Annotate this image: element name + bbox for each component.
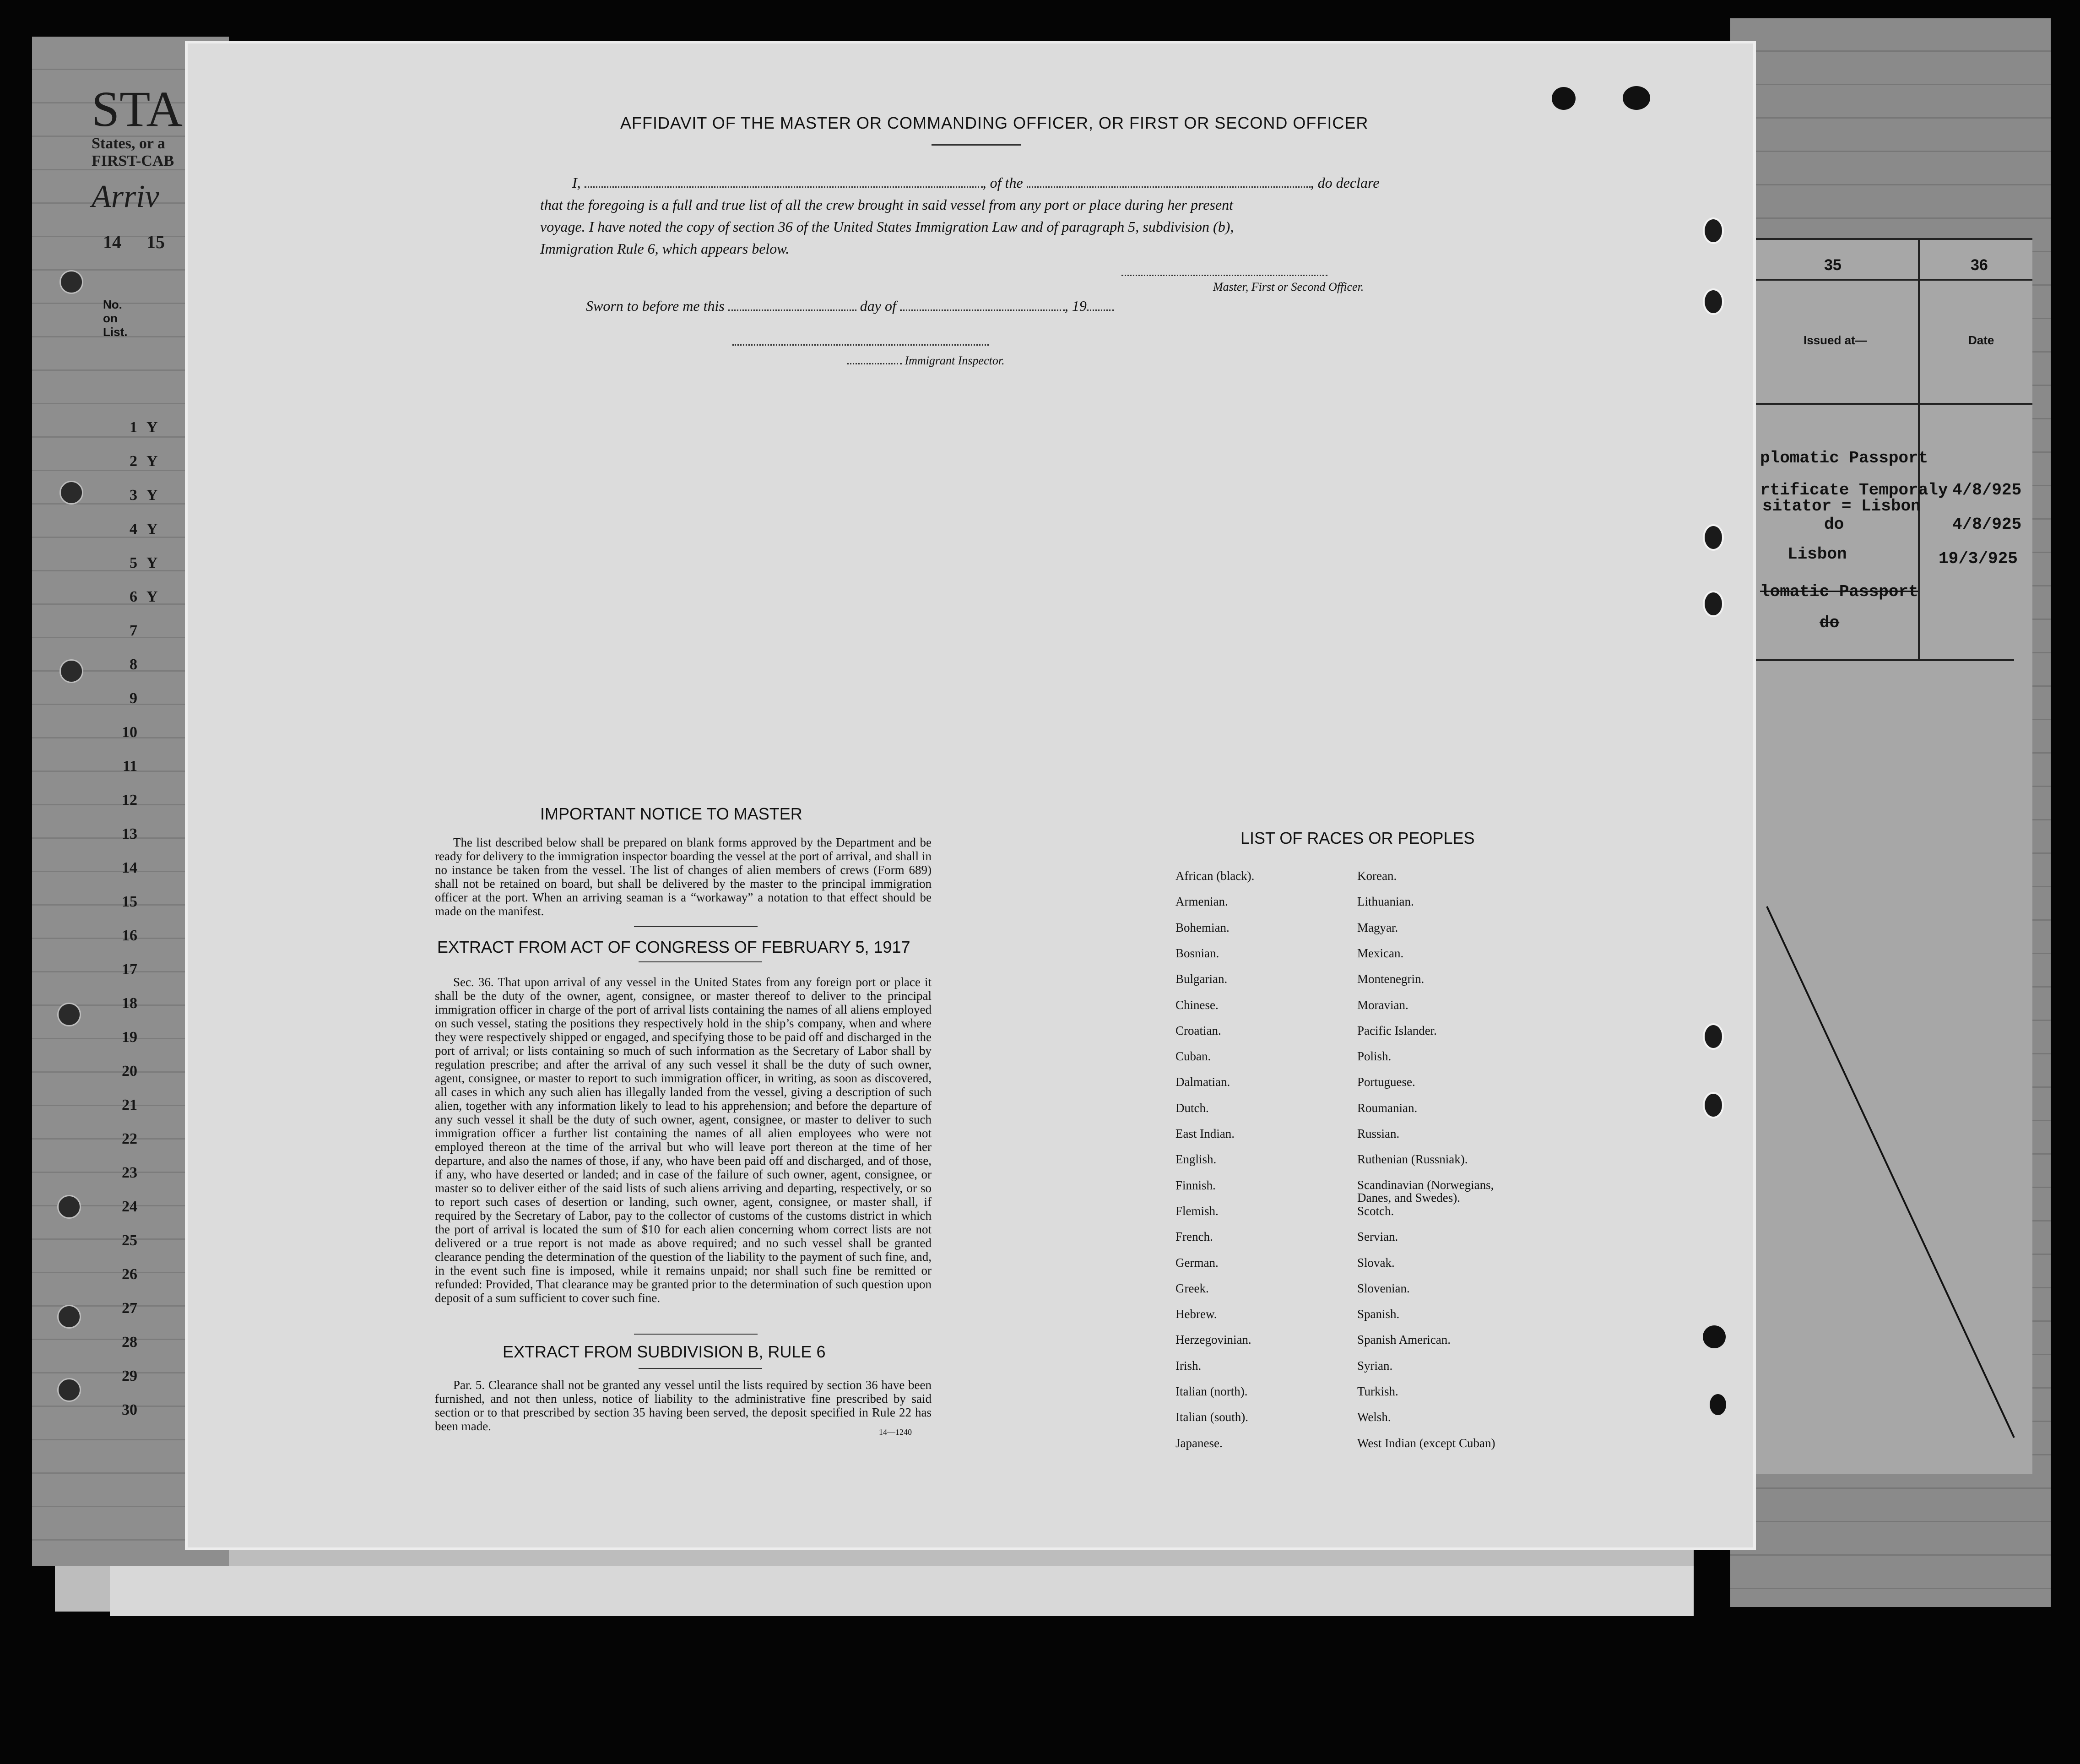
row-number: 7 [130, 622, 137, 639]
issued-entry: rtificate Temporaly [1760, 481, 1948, 499]
binder-hole [60, 270, 83, 294]
left-sheet-subtitle-line: FIRST-CAB [92, 152, 174, 169]
punch-hole [1703, 1325, 1726, 1348]
name-field[interactable] [585, 175, 983, 188]
row-mark: Y [146, 487, 158, 504]
affidavit-page [188, 43, 1753, 1547]
race-item: West Indian (except Cuban) [1357, 1436, 1495, 1450]
race-item: Moravian. [1357, 998, 1408, 1012]
race-item: Dutch. [1175, 1101, 1209, 1115]
row-number: 26 [122, 1266, 137, 1283]
race-item: English. [1175, 1152, 1217, 1167]
row-number: 27 [122, 1300, 137, 1317]
issued-entry: do [1824, 515, 1844, 534]
table-rule [1739, 238, 2032, 240]
binder-hole [57, 1305, 81, 1329]
issued-entry: lomatic Passport [1760, 582, 1918, 601]
left-sheet-subtitle [92, 135, 201, 170]
race-item: Montenegrin. [1357, 972, 1425, 986]
inspector-label [847, 354, 1005, 368]
date-entry: 19/3/925 [1939, 549, 2018, 568]
race-item: Hebrew. [1175, 1307, 1217, 1321]
row-number: 29 [122, 1368, 137, 1384]
punch-hole [1703, 1023, 1724, 1050]
race-item: Syrian. [1357, 1358, 1393, 1373]
date-entry: 4/8/925 [1952, 515, 2022, 534]
row-number: 30 [122, 1401, 137, 1418]
race-item: Scandinavian (Norwegians, Danes, and Swedes). [1357, 1178, 1494, 1205]
column-head: 14 [103, 232, 121, 252]
row-number: 8 [130, 656, 137, 673]
row-number: 9 [130, 690, 137, 707]
race-item: Servian. [1357, 1230, 1398, 1244]
row-mark: Y [146, 453, 158, 470]
race-item: Dalmatian. [1175, 1075, 1230, 1089]
row-number: 5 [130, 554, 137, 571]
inspector-dots [847, 357, 902, 364]
row-number: 24 [122, 1198, 137, 1215]
section-rule [639, 1368, 762, 1369]
race-item: Greek. [1175, 1281, 1209, 1295]
declaration-do-declare: , do declare [1310, 174, 1380, 191]
row-number: 11 [122, 758, 137, 775]
race-item: Mexican. [1357, 946, 1404, 960]
row-mark: Y [146, 588, 158, 605]
race-item: Turkish. [1357, 1384, 1398, 1398]
right-sheet-diagonal-strike [1739, 659, 2032, 1483]
race-item: French. [1175, 1230, 1213, 1244]
notice-heading: IMPORTANT NOTICE TO MASTER [540, 804, 802, 823]
race-item: Magyar. [1357, 920, 1398, 934]
inspector-signature-line[interactable] [732, 344, 989, 346]
vessel-field[interactable] [1027, 175, 1311, 188]
master-signature-line[interactable] [1121, 275, 1327, 276]
row-mark: Y [146, 419, 158, 436]
race-item: Bulgarian. [1175, 972, 1228, 986]
race-item: Japanese. [1175, 1436, 1223, 1450]
extract-act-text: Sec. 36. That upon arrival of any vessel in the United States from any foreign port or place it shall be the duty of the owner, agent, consignee, or master thereof to deliver to the principal immigration officer in charge of the port of arrival lists containing the names of all aliens employed on such vessel, stating the positions they respectively hold in the ship’s company, when and where they were respectively shipped or engaged, and specifying those to be paid off and discharged in the port of arrival; or lists containing so much of such information as the Secretary of Labor shall by regulation prescribe; and after the arrival of any such vessel it shall be the duty of such owner, agent, consignee, or master to report to such immigration officer, in writing, as soon as discovered, all cases in which any such alien has illegally landed from the vessel, giving a description of such alien, together with any information likely to lead to his apprehension; and before the departure of any such vessel it shall be the duty of such owner, agent, consignee, or master to deliver to such immigration officer a further list containing the names of all alien employees who were not employed thereon at the time of the arrival but who will leave port thereon at the time of her departure, and also the names of those, if any, who have been paid off and discharged, and of those, if any, who have deserted or landed; and in case of the failure of such owner, agent, consignee, or master so to deliver either of the said lists of such aliens arriving and departing, respectively, or so to report such cases of desertion or landing, such owner, agent, consignee, or master shall, if required by the Secretary of Labor, pay to the collector of customs of the customs district in which the port of arrival is located the sum of $10 for each alien concerning whom correct lists are not delivered or a true report is not made as above required; and no such vessel shall be granted clearance pending the determination of the question of the liability to the payment of such fine, and, in the event such fine is imposed, while it remains unpaid; nor shall such fine be remitted or refunded: Provided, That clearance may be granted prior to the determination of such question upon deposit of a sum sufficient to cover such fine. [435, 975, 932, 1305]
race-item: Russian. [1357, 1127, 1400, 1140]
declaration-of-the: , of the [982, 174, 1023, 191]
sworn-label: Sworn to before me this [586, 298, 725, 314]
race-item: Armenian. [1175, 895, 1228, 909]
row-number: 13 [122, 825, 137, 842]
row-number: 18 [122, 995, 137, 1012]
race-item: Roumanian. [1357, 1101, 1418, 1115]
row-number: 3 [130, 487, 137, 504]
race-item: Italian (south). [1175, 1410, 1248, 1424]
race-item: Welsh. [1357, 1410, 1391, 1424]
race-item: Slovak. [1357, 1255, 1395, 1270]
table-rule [1739, 279, 2032, 281]
row-number: 12 [122, 792, 137, 809]
race-item: Korean. [1357, 869, 1397, 883]
extract-rule-heading: EXTRACT FROM SUBDIVISION B, RULE 6 [503, 1342, 826, 1361]
race-item: Lithuanian. [1357, 895, 1414, 909]
binder-hole [57, 1378, 81, 1402]
col-36-head: 36 [1971, 256, 1988, 274]
race-item: Slovenian. [1357, 1281, 1410, 1295]
race-item: Croatian. [1175, 1023, 1221, 1037]
issued-at-head: Issued at— [1804, 333, 1867, 347]
left-sheet-col-desc: No. on List. [103, 298, 128, 339]
row-number: 14 [122, 859, 137, 876]
race-item: Portuguese. [1357, 1075, 1415, 1089]
table-rule [1739, 403, 2032, 405]
row-mark: Y [146, 521, 158, 537]
row-number: 25 [122, 1232, 137, 1249]
row-number: 22 [122, 1130, 137, 1147]
punch-hole [1703, 217, 1724, 244]
race-item: Bohemian. [1175, 920, 1230, 934]
row-number: 19 [122, 1029, 137, 1046]
race-item: Pacific Islander. [1357, 1023, 1437, 1037]
race-item: Chinese. [1175, 998, 1219, 1012]
race-item: Spanish. [1357, 1307, 1400, 1321]
left-sheet-column-heads [103, 231, 190, 253]
notice-text: The list described below shall be prepared on blank forms approved by the Department and be ready for delivery to the immigration inspector boarding the vessel at the port of arrival, and shall in no instance be taken from the vessel. The list of changes of alien members of crews (Form 689) shall not be retained on board, but shall be delivered by the master to the principal immigration officer at the port. When an arriving seaman is a “workaway” a notation to that effect should be made on the manifest. [435, 836, 932, 918]
race-item: Bosnian. [1175, 946, 1219, 960]
declaration-i: I, [572, 174, 581, 191]
row-number: 1 [130, 419, 137, 436]
section-rule [634, 926, 758, 927]
row-number: 2 [130, 453, 137, 470]
binder-hole [60, 659, 83, 683]
sworn-line [586, 298, 1114, 315]
title-rule [932, 144, 1021, 146]
issued-entry: Lisbon [1788, 545, 1847, 564]
race-item: Herzegovinian. [1175, 1333, 1251, 1347]
row-number: 4 [130, 521, 137, 537]
race-item: African (black). [1175, 869, 1255, 883]
row-mark: Y [146, 554, 158, 571]
race-item: Finnish. [1175, 1178, 1216, 1192]
binder-hole [57, 1195, 81, 1219]
year-label: , 19 [1064, 298, 1087, 314]
inspector-label-text: Immigrant Inspector. [905, 354, 1005, 367]
sworn-month-field[interactable] [900, 299, 1065, 311]
section-rule [634, 1334, 758, 1335]
declaration-line-3: voyage. I have noted the copy of section 36 of the United States Immigration Law and of paragraph 5, subdivision (b), [540, 218, 1234, 235]
issued-entry: do [1820, 613, 1840, 632]
issued-entry: plomatic Passport [1760, 449, 1928, 467]
race-item: Cuban. [1175, 1049, 1211, 1064]
sworn-day-field[interactable] [728, 299, 856, 311]
row-number: 17 [122, 961, 137, 978]
binder-hole [1623, 86, 1650, 110]
race-item: Irish. [1175, 1358, 1202, 1373]
punch-hole [1703, 524, 1724, 551]
declaration-text [540, 172, 1410, 260]
left-sheet-arrival-label: Arriv [92, 179, 159, 214]
affidavit-title: AFFIDAVIT OF THE MASTER OR COMMANDING OFFICER, OR FIRST OR SECOND OFFICER [620, 114, 1369, 132]
date-entry: 4/8/925 [1952, 481, 2022, 499]
binder-hole [60, 481, 83, 505]
row-number: 16 [122, 927, 137, 944]
row-number: 21 [122, 1096, 137, 1113]
left-sheet-subtitle-line: States, or a [92, 135, 165, 152]
row-number: 20 [122, 1063, 137, 1080]
binder-hole [1552, 87, 1576, 110]
races-heading: LIST OF RACES OR PEOPLES [1240, 829, 1475, 847]
col-35-head: 35 [1824, 256, 1842, 274]
column-head: 15 [146, 232, 165, 252]
race-item: East Indian. [1175, 1127, 1235, 1140]
left-sheet-title: STA [92, 81, 183, 137]
punch-hole [1710, 1394, 1726, 1415]
binder-hole [57, 1003, 81, 1026]
race-item: Polish. [1357, 1049, 1392, 1064]
race-item: Italian (north). [1175, 1384, 1248, 1398]
race-item: Ruthenian (Russniak). [1357, 1152, 1468, 1167]
master-signature-label: Master, First or Second Officer. [1213, 280, 1364, 293]
row-number: 28 [122, 1334, 137, 1351]
extract-rule-text: Par. 5. Clearance shall not be granted any vessel until the lists required by section 36 have been furnished, and not then unless, notice of liability to the administrative fine prescribed by said section or to that prescribed by section 35 having been served, the deposit specified in Rule 22 has been made. [435, 1378, 932, 1433]
form-number: 14—1240 [879, 1427, 912, 1437]
declaration-line-4: Immigration Rule 6, which appears below. [540, 240, 790, 257]
race-item: Scotch. [1357, 1204, 1394, 1218]
row-number: 10 [122, 724, 137, 741]
race-item: Flemish. [1175, 1204, 1219, 1218]
declaration-line-2: that the foregoing is a full and true list of all the crew brought in said vessel from any port or place during her present [540, 196, 1233, 213]
issued-entry: sitator = Lisbon [1762, 497, 1921, 516]
punch-hole [1703, 288, 1724, 315]
race-item: German. [1175, 1255, 1219, 1270]
section-rule [639, 961, 762, 962]
extract-act-heading: EXTRACT FROM ACT OF CONGRESS OF FEBRUARY 5, 1917 [437, 938, 910, 956]
underlying-sheet-bottom-edge [110, 1566, 1694, 1616]
declaration-line-1 [540, 172, 1410, 194]
sworn-year-field[interactable] [1087, 299, 1114, 311]
punch-hole [1703, 1092, 1724, 1118]
punch-hole [1703, 591, 1724, 617]
day-of-label: day of [860, 298, 896, 314]
race-item: Spanish American. [1357, 1333, 1451, 1347]
date-head: Date [1968, 333, 1994, 347]
row-number: 6 [130, 588, 137, 605]
row-number: 15 [122, 893, 137, 910]
row-number: 23 [122, 1164, 137, 1181]
